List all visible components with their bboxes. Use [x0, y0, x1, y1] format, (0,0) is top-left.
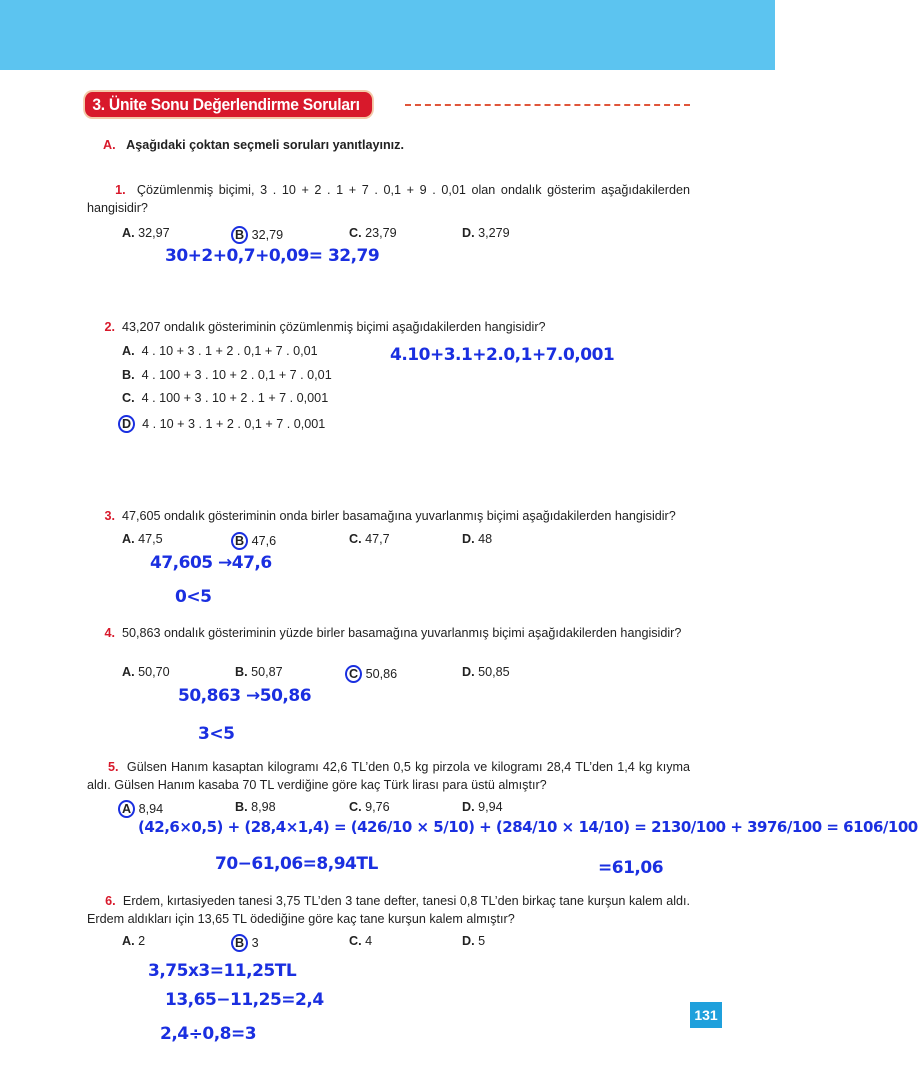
- question-text: 47,605 ondalık gösteriminin onda birler basamağına yuvarlanmış biçimi aşağıdakilerden hangisidir?: [122, 509, 676, 523]
- title-divider: [405, 104, 690, 106]
- option-value: 4 . 10 + 3 . 1 + 2 . 0,1 + 7 . 0,001: [142, 416, 326, 431]
- question-text: Çözümlenmiş biçimi, 3 . 10 + 2 . 1 + 7 . 0,1 + 9 . 0,01 olan ondalık gösterim aşağıdakilerden hangisidir?: [87, 183, 690, 215]
- option-a[interactable]: [122, 934, 145, 948]
- header-band: [0, 0, 775, 70]
- handwritten-note: 30+2+0,7+0,09= 32,79: [165, 246, 380, 266]
- option-letter: C.: [122, 391, 135, 405]
- handwritten-note: (42,6×0,5) + (28,4×1,4) = (426/10 × 5/10) + (284/10 × 14/10) = 2130/100 + 3976/100 = 6106/100: [138, 818, 918, 836]
- question-2: [87, 318, 690, 336]
- option-letter: D.: [462, 226, 475, 240]
- option-c[interactable]: [122, 391, 328, 405]
- option-letter: D.: [462, 800, 475, 814]
- option-letter: C.: [349, 800, 362, 814]
- question-3: [87, 507, 690, 525]
- question-text: Gülsen Hanım kasaptan kilogramı 42,6 TL’den 0,5 kg pirzola ve kilogramı 28,4 TL’den 1,4 kg kıyma aldı. Gülsen Hanım kasaba 70 TL verdiğine göre kaç Türk lirası para üstü almıştır?: [87, 760, 690, 792]
- option-value: 50,86: [365, 667, 398, 681]
- option-letter: A.: [122, 226, 135, 240]
- option-a[interactable]: [122, 344, 318, 358]
- question-text: 50,863 ondalık gösteriminin yüzde birler basamağına yuvarlanmış biçimi aşağıdakilerden hangisidir?: [122, 626, 682, 640]
- option-a[interactable]: [122, 665, 170, 679]
- option-value: 23,79: [365, 226, 397, 240]
- question-number: 2.: [104, 320, 116, 334]
- handwritten-note: 3<5: [198, 724, 235, 744]
- handwritten-note: 2,4÷0,8=3: [160, 1024, 257, 1044]
- option-value: 47,6: [251, 534, 277, 548]
- option-letter: B: [231, 934, 248, 952]
- handwritten-note: =61,06: [598, 858, 664, 878]
- handwritten-note: 50,863 →50,86: [178, 686, 312, 706]
- question-text: Erdem, kırtasiyeden tanesi 3,75 TL’den 3 tane defter, tanesi 0,8 TL’den birkaç tane kurşun kalem aldı. Erdem aldıkları için 13,65 TL ödediğine göre kaç tane kurşun kalem almıştır?: [87, 894, 691, 926]
- option-letter: A.: [122, 934, 135, 948]
- question-number: 5.: [108, 760, 119, 774]
- question-number: 4.: [104, 626, 116, 640]
- option-value: 4: [365, 934, 373, 948]
- option-d[interactable]: [462, 665, 510, 679]
- option-value: 48: [478, 532, 493, 546]
- option-c[interactable]: [349, 665, 397, 683]
- option-d[interactable]: [462, 934, 485, 948]
- option-value: 47,5: [138, 532, 163, 546]
- option-letter: A.: [122, 665, 135, 679]
- option-value: 3: [251, 936, 259, 950]
- option-value: 4 . 100 + 3 . 10 + 2 . 0,1 + 7 . 0,01: [141, 367, 332, 382]
- option-d[interactable]: [462, 800, 503, 814]
- option-a[interactable]: [122, 532, 163, 546]
- option-letter: C.: [349, 532, 362, 546]
- option-value: 50,87: [251, 665, 283, 679]
- handwritten-note: 70−61,06=8,94TL: [215, 854, 378, 874]
- question-number: 6.: [105, 894, 116, 908]
- question-number: 3.: [104, 509, 116, 523]
- option-c[interactable]: [349, 800, 390, 814]
- option-b[interactable]: [235, 665, 283, 679]
- option-value: 4 . 100 + 3 . 10 + 2 . 1 + 7 . 0,001: [141, 391, 329, 405]
- option-b[interactable]: [122, 368, 332, 382]
- question-1: [87, 181, 690, 217]
- section-instruction: Aşağıdaki çoktan seçmeli soruları yanıtlayınız.: [126, 138, 404, 152]
- option-b[interactable]: [235, 226, 283, 244]
- option-value: 8,98: [251, 800, 276, 814]
- option-letter: A: [118, 800, 135, 818]
- option-letter: B.: [235, 800, 248, 814]
- option-b[interactable]: [235, 800, 276, 814]
- option-letter: C.: [349, 934, 362, 948]
- section-heading: [103, 138, 404, 152]
- option-d[interactable]: [462, 226, 510, 240]
- option-letter: D.: [462, 665, 475, 679]
- handwritten-note: 13,65−11,25=2,4: [165, 990, 324, 1010]
- option-c[interactable]: [349, 532, 390, 546]
- option-c[interactable]: [349, 226, 397, 240]
- option-b[interactable]: [235, 532, 276, 550]
- option-value: 32,79: [251, 228, 284, 242]
- option-a[interactable]: [122, 800, 163, 818]
- page-number: 131: [690, 1002, 722, 1028]
- option-value: 50,70: [138, 665, 170, 679]
- option-letter: D.: [462, 934, 475, 948]
- option-value: 9,76: [365, 800, 390, 814]
- option-letter: B.: [235, 665, 248, 679]
- question-5: [87, 758, 690, 794]
- option-letter: C: [345, 665, 362, 683]
- option-letter: C.: [349, 226, 362, 240]
- section-letter: A.: [103, 138, 116, 152]
- option-letter: A.: [122, 344, 135, 358]
- question-text: 43,207 ondalık gösteriminin çözümlenmiş biçimi aşağıdakilerden hangisidir?: [122, 320, 546, 334]
- option-value: 32,97: [138, 226, 170, 240]
- option-value: 50,85: [478, 665, 510, 679]
- option-value: 5: [478, 934, 486, 948]
- option-letter: B.: [122, 367, 135, 382]
- handwritten-note: 4.10+3.1+2.0,1+7.0,001: [390, 345, 615, 365]
- option-b[interactable]: [235, 934, 259, 952]
- option-value: 2: [138, 934, 146, 948]
- unit-title-banner: 3. Ünite Sonu Değerlendirme Soruları: [85, 92, 372, 117]
- handwritten-note: 3,75x3=11,25TL: [148, 961, 297, 981]
- option-value: 4 . 10 + 3 . 1 + 2 . 0,1 + 7 . 0,01: [141, 344, 318, 358]
- option-d[interactable]: [122, 415, 325, 433]
- question-number: 1.: [115, 183, 126, 197]
- option-d[interactable]: [462, 532, 492, 546]
- option-letter: D: [118, 415, 135, 433]
- handwritten-note: 0<5: [175, 587, 212, 607]
- handwritten-note: 47,605 →47,6: [150, 553, 272, 573]
- option-letter: D.: [462, 532, 475, 546]
- option-letter: B: [231, 226, 248, 244]
- option-a[interactable]: [122, 226, 170, 240]
- question-4: [87, 624, 690, 642]
- option-letter: A.: [122, 532, 135, 546]
- option-value: 3,279: [478, 226, 510, 240]
- option-value: 8,94: [138, 802, 164, 816]
- option-value: 9,94: [478, 800, 503, 814]
- option-letter: B: [231, 532, 248, 550]
- option-value: 47,7: [365, 532, 390, 546]
- question-6: [87, 892, 690, 928]
- option-c[interactable]: [349, 934, 372, 948]
